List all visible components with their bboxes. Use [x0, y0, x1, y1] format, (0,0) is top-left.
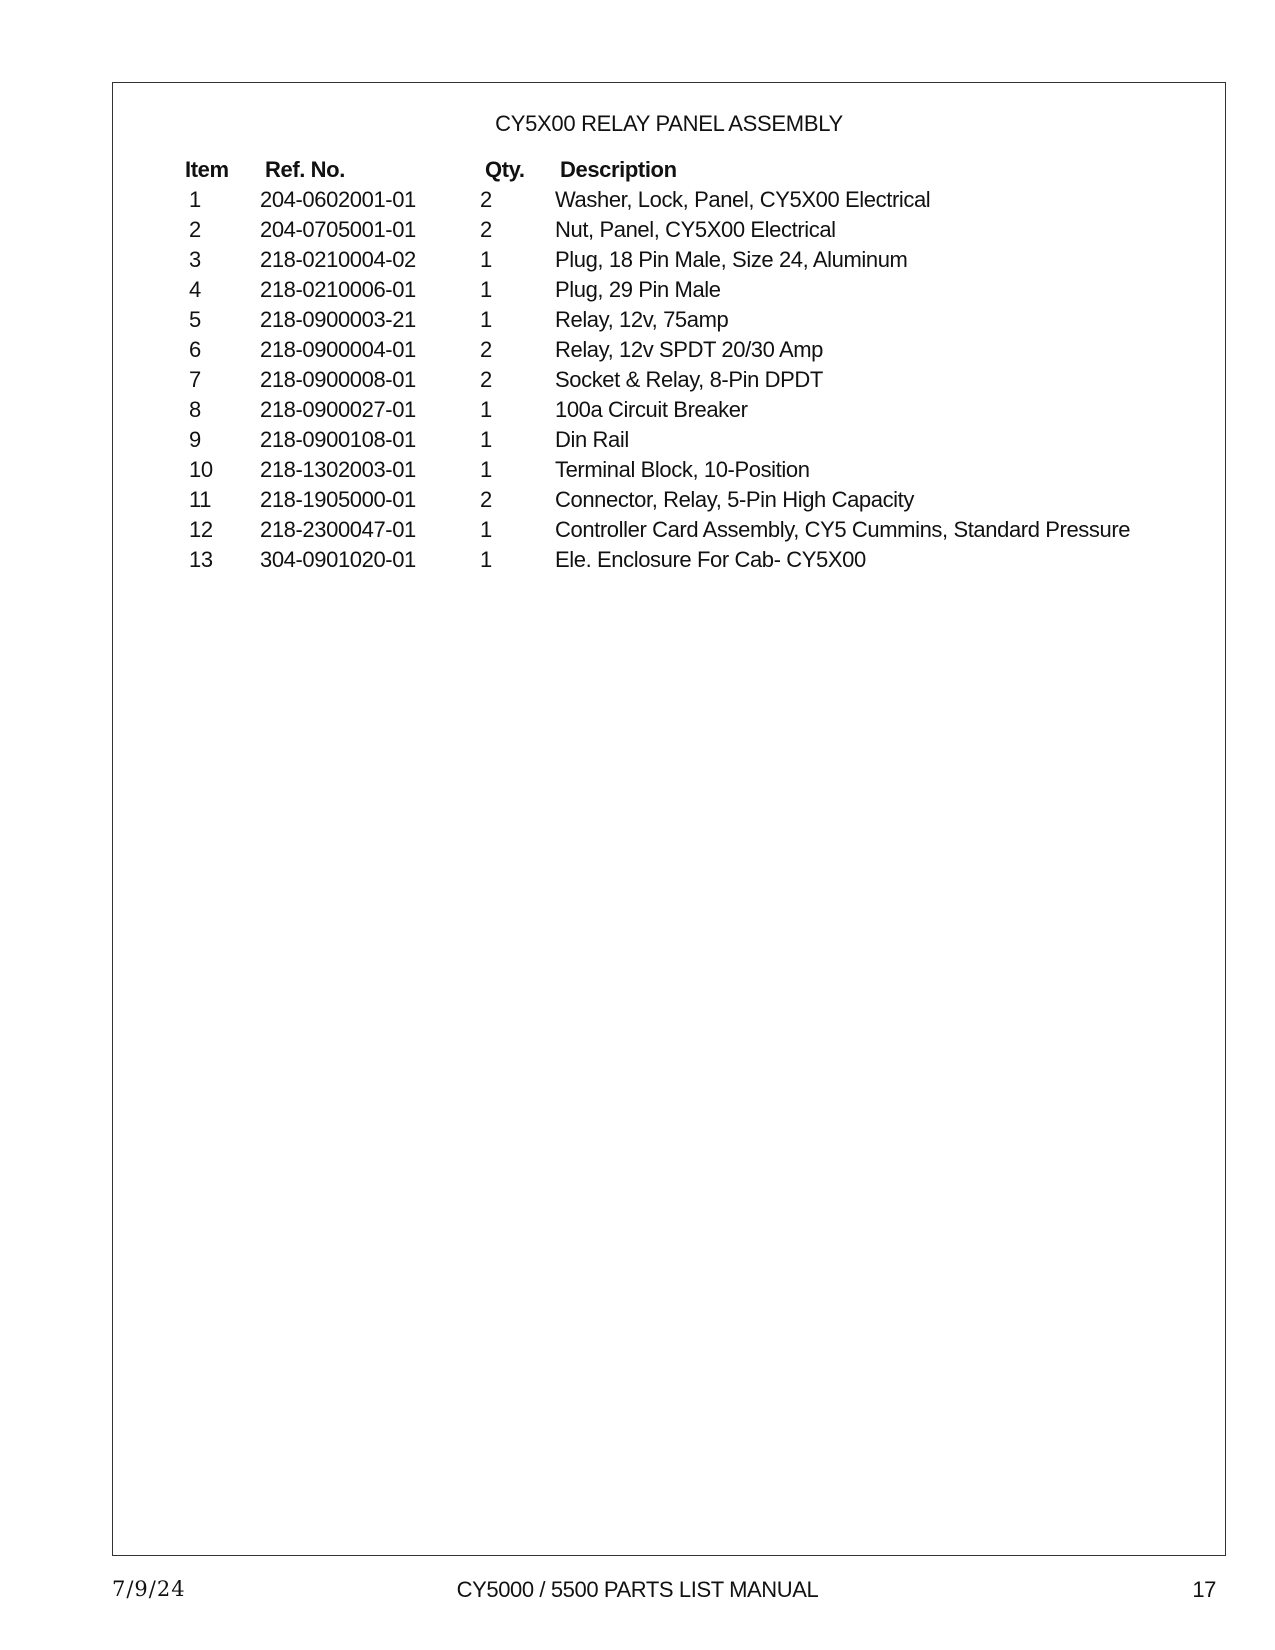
cell-qty: 1 — [480, 517, 492, 542]
parts-table — [185, 155, 1185, 575]
cell-description: Nut, Panel, CY5X00 Electrical — [555, 217, 836, 242]
cell-item: 4 — [189, 277, 201, 302]
cell-qty: 2 — [480, 367, 492, 392]
cell-qty: 2 — [480, 337, 492, 362]
cell-ref-no: 218-0900108-01 — [260, 427, 416, 452]
cell-item: 7 — [189, 367, 201, 392]
table-row — [185, 425, 1185, 455]
cell-qty: 2 — [480, 487, 492, 512]
cell-item: 3 — [189, 247, 201, 272]
table-row — [185, 365, 1185, 395]
header-ref-no: Ref. No. — [265, 157, 345, 182]
page-title: CY5X00 RELAY PANEL ASSEMBLY — [495, 111, 843, 136]
cell-description: Controller Card Assembly, CY5 Cummins, Standard Pressure — [555, 517, 1131, 542]
cell-ref-no: 218-1302003-01 — [260, 457, 416, 482]
table-row — [185, 335, 1185, 365]
cell-qty: 1 — [480, 307, 492, 332]
cell-description: Relay, 12v SPDT 20/30 Amp — [555, 337, 823, 362]
cell-description: 100a Circuit Breaker — [555, 397, 748, 422]
table-row — [185, 245, 1185, 275]
cell-item: 2 — [189, 217, 201, 242]
cell-qty: 1 — [480, 547, 492, 572]
cell-ref-no: 218-0900008-01 — [260, 367, 416, 392]
cell-qty: 2 — [480, 217, 492, 242]
cell-ref-no: 218-0900004-01 — [260, 337, 416, 362]
footer-date: 7/9/24 — [112, 1577, 186, 1601]
cell-qty: 1 — [480, 277, 492, 302]
cell-ref-no: 218-2300047-01 — [260, 517, 416, 542]
table-row — [185, 395, 1185, 425]
cell-item: 10 — [189, 457, 213, 482]
cell-ref-no: 218-0210006-01 — [260, 277, 416, 302]
page-frame — [112, 82, 1226, 1556]
table-row — [185, 185, 1185, 215]
table-header-row — [185, 155, 1185, 185]
cell-ref-no: 218-0900003-21 — [260, 307, 416, 332]
footer-manual-title: CY5000 / 5500 PARTS LIST MANUAL — [456, 1577, 819, 1602]
header-qty: Qty. — [485, 157, 525, 182]
table-row — [185, 455, 1185, 485]
table-row — [185, 305, 1185, 335]
cell-item: 8 — [189, 397, 201, 422]
table-row — [185, 545, 1185, 575]
cell-ref-no: 218-0210004-02 — [260, 247, 416, 272]
table-row — [185, 485, 1185, 515]
cell-qty: 1 — [480, 247, 492, 272]
cell-description: Terminal Block, 10-Position — [555, 457, 810, 482]
cell-qty: 1 — [480, 427, 492, 452]
cell-item: 13 — [189, 547, 213, 572]
footer-page-number: 17 — [1192, 1577, 1216, 1602]
cell-item: 5 — [189, 307, 201, 332]
cell-ref-no: 204-0602001-01 — [260, 187, 416, 212]
cell-qty: 1 — [480, 397, 492, 422]
cell-ref-no: 218-0900027-01 — [260, 397, 416, 422]
cell-description: Plug, 29 Pin Male — [555, 277, 721, 302]
cell-description: Din Rail — [555, 427, 629, 452]
cell-item: 12 — [189, 517, 213, 542]
cell-item: 9 — [189, 427, 201, 452]
cell-description: Connector, Relay, 5-Pin High Capacity — [555, 487, 914, 512]
cell-ref-no: 304-0901020-01 — [260, 547, 416, 572]
header-description: Description — [560, 157, 677, 182]
cell-item: 1 — [189, 187, 201, 212]
cell-item: 6 — [189, 337, 201, 362]
cell-item: 11 — [189, 487, 212, 512]
table-row — [185, 215, 1185, 245]
cell-description: Washer, Lock, Panel, CY5X00 Electrical — [555, 187, 931, 212]
cell-description: Relay, 12v, 75amp — [555, 307, 729, 332]
cell-ref-no: 218-1905000-01 — [260, 487, 416, 512]
cell-qty: 1 — [480, 457, 492, 482]
cell-description: Socket & Relay, 8-Pin DPDT — [555, 367, 823, 392]
cell-qty: 2 — [480, 187, 492, 212]
cell-description: Ele. Enclosure For Cab- CY5X00 — [555, 547, 866, 572]
cell-description: Plug, 18 Pin Male, Size 24, Aluminum — [555, 247, 908, 272]
table-row — [185, 275, 1185, 305]
cell-ref-no: 204-0705001-01 — [260, 217, 416, 242]
header-item: Item — [185, 157, 229, 182]
table-row — [185, 515, 1185, 545]
